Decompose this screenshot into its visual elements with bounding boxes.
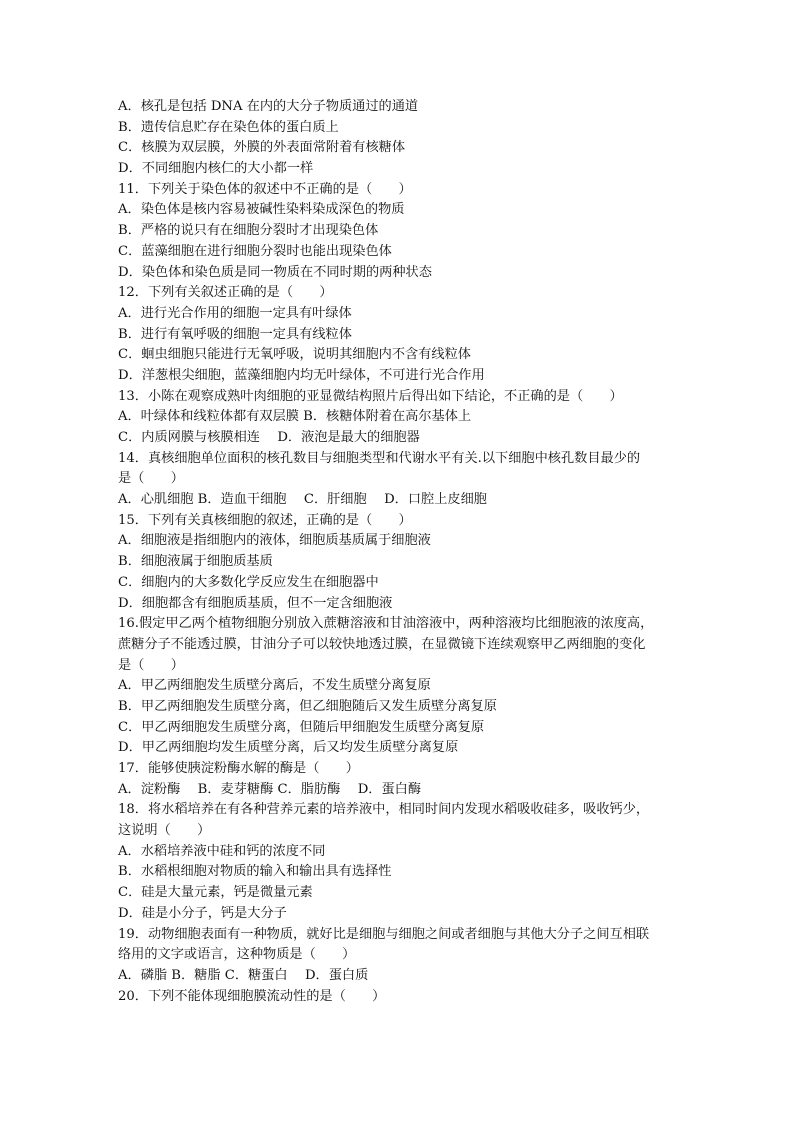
option-line: D．细胞都含有细胞质基质，但不一定含细胞液 <box>118 595 393 611</box>
question-20-stem: 20．下列不能体现细胞膜流动性的是（ ） <box>118 988 386 1004</box>
option-line: A．心肌细胞 B．造血干细胞 C．肝细胞 D．口腔上皮细胞 <box>118 492 487 508</box>
option-line: B．严格的说只有在细胞分裂时才出现染色体 <box>118 223 379 239</box>
option-line: D．不同细胞内核仁的大小都一样 <box>118 161 314 177</box>
question-17-stem: 17．能够使胰淀粉酶水解的酶是（ ） <box>118 761 359 776</box>
option-line: C．细胞内的大多数化学反应发生在细胞器中 <box>118 574 379 590</box>
option-line: D．染色体和染色质是同一物质在不同时期的两种状态 <box>118 264 432 280</box>
question-18-stem: 18．将水稻培养在有各种营养元素的培养液中，相同时间内发现水稻吸收硅多，吸收钙少， <box>118 802 650 818</box>
option-line: C．蓝藻细胞在进行细胞分裂时也能出现染色体 <box>118 243 392 259</box>
question-16-stem: 16.假定甲乙两个植物细胞分别放入蔗糖溶液和甘油溶液中，两种溶液均比细胞液的浓度高， <box>118 616 654 632</box>
option-line: A．叶绿体和线粒体都有双层膜 B．核糖体附着在高尔基体上 <box>118 409 472 425</box>
option-line: C．甲乙两细胞发生质壁分离，但随后甲细胞发生质壁分离复原 <box>118 719 485 735</box>
question-text-block <box>118 97 680 1007</box>
question-12-stem: 12．下列有关叙述正确的是（ ） <box>118 285 333 301</box>
option-line: A．淀粉酶 B．麦芽糖酶 C．脂肪酶 D．蛋白酶 <box>118 781 422 797</box>
option-line: D．洋葱根尖细胞，蓝藻细胞内均无叶绿体，不可进行光合作用 <box>118 367 485 383</box>
option-line: B．进行有氧呼吸的细胞一定具有线粒体 <box>118 326 352 342</box>
question-14-stem-cont: 是（ ） <box>118 471 184 487</box>
question-11-stem: 11．下列关于染色体的叙述中不正确的是（ ） <box>118 181 412 197</box>
question-16-stem-cont: 蔗糖分子不能透过膜，甘油分子可以较快地透过膜，在显微镜下连续观察甲乙两细胞的变化 <box>118 636 646 652</box>
option-line: A．染色体是核内容易被碱性染料染成深色的物质 <box>118 202 405 218</box>
option-line: C．核膜为双层膜，外膜的外表面常附着有核糖体 <box>118 140 406 156</box>
option-line: B．细胞液属于细胞质基质 <box>118 554 273 570</box>
option-line: A．进行光合作用的细胞一定具有叶绿体 <box>118 305 352 321</box>
option-line: B．水稻根细胞对物质的输入和输出具有选择性 <box>118 864 392 880</box>
option-line: A．细胞液是指细胞内的液体，细胞质基质属于细胞液 <box>118 533 431 549</box>
question-14-stem: 14．真核细胞单位面积的核孔数目与细胞类型和代谢水平有关.以下细胞中核孔数目最少的 <box>118 450 641 466</box>
option-line: A．核孔是包括 DNA 在内的大分子物质通过的通道 <box>118 99 419 114</box>
question-15-stem: 15．下列有关真核细胞的叙述，正确的是（ ） <box>118 512 412 528</box>
question-18-stem-cont: 这说明（ ） <box>118 823 211 839</box>
option-line: D．硅是小分子，钙是大分子 <box>118 905 287 921</box>
option-line: C．硅是大量元素，钙是微量元素 <box>118 885 313 901</box>
question-16-stem-cont: 是（ ） <box>118 657 184 673</box>
option-line: A．甲乙两细胞发生质壁分离后，不发生质壁分离复原 <box>118 678 431 694</box>
question-19-stem: 19．动物细胞表面有一种物质，就好比是细胞与细胞之间或者细胞与其他大分子之间互相联 <box>118 926 650 942</box>
option-line: A．水稻培养液中硅和钙的浓度不同 <box>118 843 326 859</box>
question-13-stem: 13．小陈在观察成熟叶肉细胞的亚显微结构照片后得出如下结论，不正确的是（ ） <box>118 388 623 404</box>
option-line: B．遗传信息贮存在染色体的蛋白质上 <box>118 119 339 135</box>
option-line: D．甲乙两细胞均发生质壁分离，后又均发生质壁分离复原 <box>118 740 459 756</box>
option-line: C．内质网膜与核膜相连 D．液泡是最大的细胞器 <box>118 430 420 445</box>
option-line: A．磷脂 B．糖脂 C．糖蛋白 D．蛋白质 <box>118 967 369 983</box>
option-line: C．蛔虫细胞只能进行无氧呼吸，说明其细胞内不含有线粒体 <box>118 347 471 363</box>
option-line: B．甲乙两细胞发生质壁分离，但乙细胞随后又发生质壁分离复原 <box>118 698 497 714</box>
question-19-stem-cont: 络用的文字或语言，这种物质是（ ） <box>118 947 356 963</box>
